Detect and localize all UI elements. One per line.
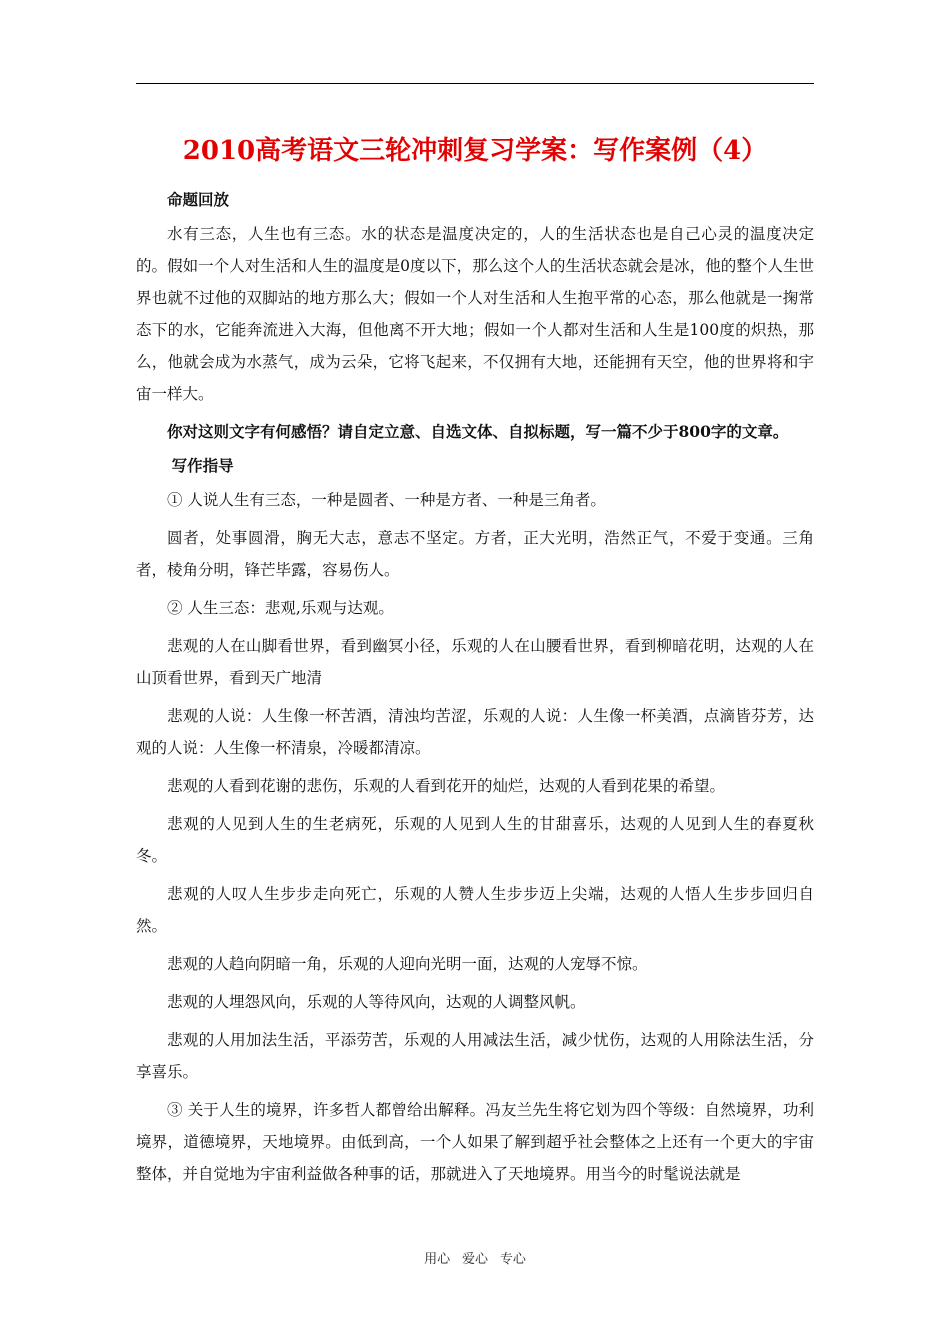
guidance-paragraph: 悲观的人埋怨风向，乐观的人等待风向，达观的人调整风帆。 — [167, 993, 586, 1011]
guidance-item-1: ① 人说人生有三态，一种是圆者、一种是方者、一种是三角者。 — [167, 491, 606, 509]
guidance-paragraph: 悲观的人用加法生活，平添劳苦，乐观的人用减法生活，减少忧伤，达观的人用除法生活，分享喜乐。 — [136, 1031, 814, 1081]
section-heading-guidance: 写作指导 — [171, 456, 234, 475]
section-heading-proposition: 命题回放 — [167, 190, 230, 209]
document-title: 2010高考语文三轮冲刺复习学案：写作案例（4） — [182, 136, 768, 166]
document-body — [136, 184, 814, 1196]
guidance-item-2: ② 人生三态：悲观,乐观与达观。 — [167, 599, 394, 617]
guidance-paragraph: 悲观的人见到人生的生老病死，乐观的人见到人生的甘甜喜乐，达观的人见到人生的春夏秋冬。 — [136, 815, 814, 865]
guidance-paragraph: 悲观的人看到花谢的悲伤，乐观的人看到花开的灿烂，达观的人看到花果的希望。 — [167, 777, 726, 795]
header-rule — [136, 83, 814, 84]
guidance-item-3: ③ 关于人生的境界，许多哲人都曾给出解释。冯友兰先生将它划为四个等级：自然境界，功利境界，道德境界，天地境界。由低到高，一个人如果了解到超乎社会整体之上还有一个更大的宇宙整体，并自觉地为宇宙利益做各种事的话，那就进入了天地境界。用当今的时髦说法就是 — [136, 1101, 814, 1183]
guidance-paragraph: 圆者，处事圆滑，胸无大志，意志不坚定。方者，正大光明，浩然正气，不爱于变通。三角者，棱角分明，锋芒毕露，容易伤人。 — [136, 529, 814, 579]
guidance-paragraph: 悲观的人在山脚看世界，看到幽冥小径，乐观的人在山腰看世界，看到柳暗花明，达观的人在山顶看世界，看到天广地清 — [136, 637, 814, 687]
paragraph-prompt-source: 水有三态，人生也有三态。水的状态是温度决定的，人的生活状态也是自己心灵的温度决定的。假如一个人对生活和人生的温度是0度以下，那么这个人的生活状态就会是冰，他的整个人生世界也就不过他的双脚站的地方那么大；假如一个人对生活和人生抱平常的心态，那么他就是一掬常态下的水，它能奔流进入大海，但他离不开大地；假如一个人都对生活和人生是100度的炽热，那么，他就会成为水蒸气，成为云朵，它将飞起来，不仅拥有大地，还能拥有天空，他的世界将和宇宙一样大。 — [136, 225, 814, 403]
guidance-paragraph: 悲观的人说：人生像一杯苦酒，清浊均苦涩，乐观的人说：人生像一杯美酒，点滴皆芬芳，达观的人说：人生像一杯清泉，冷暖都清凉。 — [136, 707, 814, 757]
writing-prompt: 你对这则文字有何感悟？请自定立意、自选文体、自拟标题，写一篇不少于800字的文章。 — [167, 422, 789, 441]
page-footer: 用心 爱心 专心 — [424, 1252, 526, 1267]
guidance-paragraph: 悲观的人趋向阴暗一角，乐观的人迎向光明一面，达观的人宠辱不惊。 — [167, 955, 648, 973]
guidance-paragraph: 悲观的人叹人生步步走向死亡，乐观的人赞人生步步迈上尖端，达观的人悟人生步步回归自然。 — [136, 885, 814, 935]
